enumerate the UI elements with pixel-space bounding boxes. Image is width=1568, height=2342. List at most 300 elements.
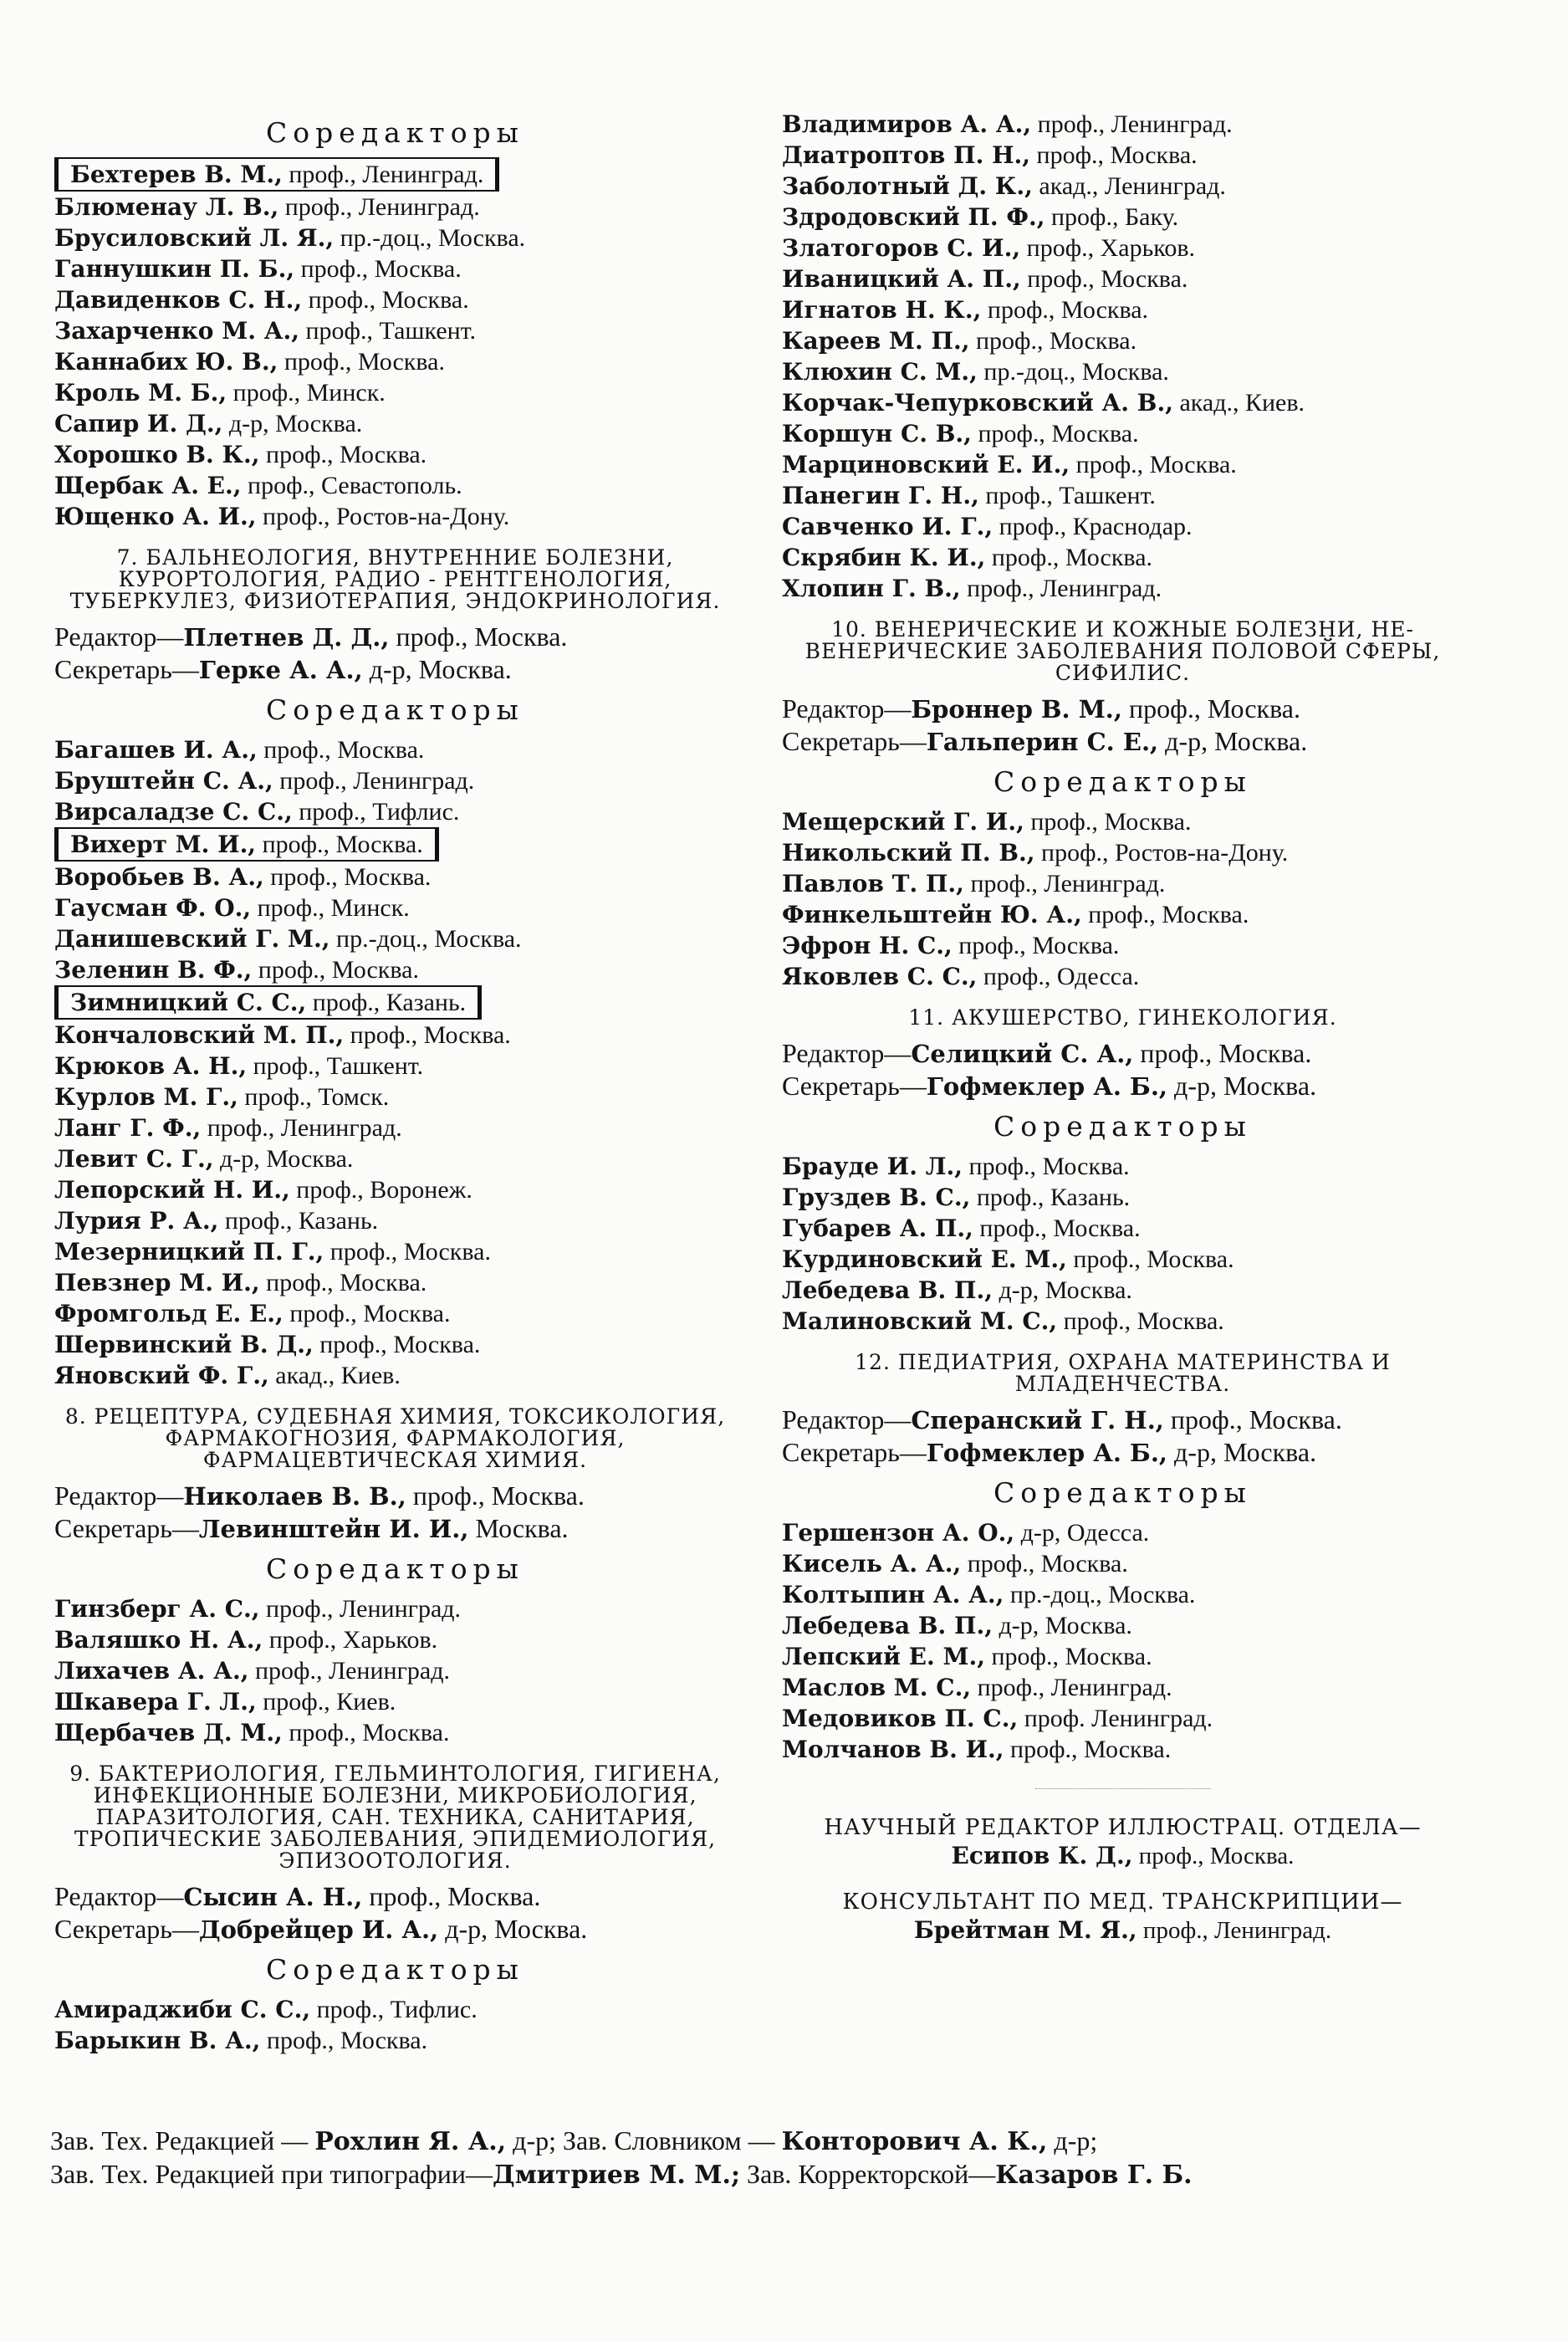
person-info: проф., Москва.: [1024, 808, 1192, 836]
person-name: Яковлев С. С.,: [782, 963, 978, 990]
person: [782, 1581, 1195, 1608]
staff-note: [782, 1887, 1463, 1945]
person-info: проф., Москва.: [961, 1550, 1128, 1578]
person-name: Сапир И. Д.,: [54, 410, 223, 437]
person-name: Валяшко Н. А.,: [54, 1626, 263, 1654]
person-list: [54, 1593, 736, 1748]
person-name: Кисель А. А.,: [782, 1550, 962, 1578]
person-name: Лебедева В. П.,: [782, 1612, 993, 1639]
person: [54, 193, 480, 221]
person: [782, 234, 1195, 262]
person-list: [782, 1151, 1463, 1337]
person-name: Здродовский П. Ф.,: [782, 203, 1045, 231]
right-column: [782, 109, 1463, 1961]
footer-line-1: [50, 2125, 1522, 2158]
footer-name: Дмитриев М. М.;: [493, 2160, 741, 2190]
person-entry: [54, 1994, 736, 2025]
person: [782, 575, 1162, 602]
coeditors-heading: Соредакторы: [266, 693, 524, 726]
person-name: Данишевский Г. М.,: [54, 925, 330, 953]
person: [54, 317, 476, 345]
footer-text: Зав. Корректорской—: [740, 2159, 996, 2189]
person-info: проф., Москва.: [971, 420, 1139, 447]
section-title: 11. АКУШЕРСТВО, ГИНЕКОЛОГИЯ.: [908, 1005, 1337, 1030]
person: [782, 296, 1148, 324]
person-entry: [54, 954, 736, 985]
person-info: проф., Харьков.: [263, 1626, 438, 1654]
person-entry: [782, 511, 1463, 542]
person-info: проф., Москва.: [984, 1643, 1152, 1670]
person-name: Бруштейн С. А.,: [54, 767, 273, 795]
person: [782, 1276, 1132, 1304]
section-title: 7. БАЛЬНЕОЛОГИЯ, ВНУТРЕННИЕ БОЛЕЗНИ, КУРОРТОЛОГИЯ, РАДИО - РЕНТГЕНОЛОГИЯ, ТУБЕРКУЛЕЗ, ФИЗИОТЕРАПИЯ, ЭНДОКРИНОЛОГИЯ.: [69, 545, 721, 613]
person: [782, 1736, 1171, 1763]
person-info: проф., Москва.: [985, 544, 1153, 571]
person-name: Сысин А. Н.,: [183, 1883, 363, 1911]
person-name: Малиновский М. С.,: [782, 1307, 1058, 1335]
editor-line: [54, 621, 736, 653]
person-info: пр.-доц., Москва.: [1004, 1581, 1196, 1608]
person-info: проф., Москва.: [1163, 1404, 1342, 1434]
person-name: Яновский Ф. Г.,: [54, 1362, 269, 1389]
person-name: Левинштейн И. И.,: [198, 1515, 469, 1543]
person-info: д-р, Одесса.: [1014, 1519, 1150, 1547]
editor-line: [782, 1037, 1463, 1070]
person-entry: [54, 284, 736, 315]
person: [782, 901, 1249, 928]
person-entry: [54, 765, 736, 796]
person-info: проф., Минск.: [251, 894, 410, 922]
person-entry: [782, 837, 1463, 868]
person-info: проф., Минск.: [227, 379, 386, 407]
person-info: проф., Тифлис.: [310, 1996, 478, 2023]
person-name: Лебедева В. П.,: [782, 1276, 993, 1304]
person-name: Корчак-Чепурковский А. В.,: [782, 389, 1173, 417]
person-name: Зеленин В. Ф.,: [54, 956, 253, 984]
footer: [50, 2125, 1522, 2191]
person-entry: [782, 806, 1463, 837]
person-info: проф., Москва.: [1122, 693, 1300, 724]
person-info: проф., Москва.: [278, 348, 445, 376]
person-info: проф., Ташкент.: [299, 317, 477, 345]
person-info: д-р, Москва.: [1158, 726, 1308, 756]
person: [54, 472, 462, 499]
person-entry: [54, 1143, 736, 1174]
person: [54, 1331, 480, 1358]
person: [54, 1996, 478, 2023]
person-info: проф., Москва.: [263, 863, 432, 891]
person-info: проф., Москва.: [1030, 141, 1198, 169]
footer-text: Зав. Тех. Редакцией при типографии—: [50, 2159, 493, 2189]
person-name: Марциновский Е. И.,: [782, 451, 1070, 478]
person-info: акад., Киев.: [268, 1362, 401, 1389]
section-title: 9. БАКТЕРИОЛОГИЯ, ГЕЛЬМИНТОЛОГИЯ, ГИГИЕНА, ИНФЕКЦИОННЫЕ БОЛЕЗНИ, МИКРОБИОЛОГИЯ, ПАРАЗИТОЛОГИЯ, САН. ТЕХНИКА, САНИТАРИЯ, ТРОПИЧЕСКИЕ ЗАБОЛЕВАНИЯ, ЭПИДЕМИОЛОГИЯ, ЭПИЗООТОЛОГИЯ.: [69, 1762, 721, 1873]
person-name: Каннабих Ю. В.,: [54, 348, 278, 376]
person: [54, 1238, 491, 1266]
footer-line-2: [50, 2158, 1522, 2191]
person-info: проф., Ташкент.: [247, 1052, 424, 1080]
person-name: Гершензон А. О.,: [782, 1519, 1015, 1547]
person-entry: [54, 470, 736, 501]
person-entry: [782, 294, 1463, 325]
person-name: Колтыпин А. А.,: [782, 1581, 1004, 1608]
person-entry: [54, 1267, 736, 1298]
person: [782, 358, 1169, 386]
person-entry: [782, 1703, 1463, 1734]
person-name: Медовиков П. С.,: [782, 1705, 1019, 1732]
role-label: Редактор—: [54, 1881, 184, 1911]
person: [782, 1550, 1128, 1578]
person-name: Воробьев В. А.,: [54, 863, 264, 891]
person-info: проф., Тифлис.: [292, 798, 460, 826]
person: [54, 767, 474, 795]
person-name: Лепский Е. М.,: [782, 1643, 985, 1670]
person-name: Левит С. Г.,: [54, 1145, 214, 1173]
coeditors-heading: Соредакторы: [266, 116, 524, 149]
person-entry: [782, 1672, 1463, 1703]
person: [54, 1052, 423, 1080]
person-name: Павлов Т. П.,: [782, 870, 964, 897]
person: [782, 327, 1136, 355]
secretary-line: [54, 1913, 736, 1946]
person-name: Зимницкий С. С.,: [70, 989, 307, 1016]
person-entry: [54, 315, 736, 346]
person: [782, 839, 1288, 867]
person-entry: [54, 734, 736, 765]
person-name: Груздев В. С.,: [782, 1184, 971, 1211]
person-entry: [782, 1306, 1463, 1337]
person: [54, 1595, 461, 1623]
person-info: проф., Ленинград.: [1031, 110, 1233, 138]
person: [782, 1245, 1234, 1273]
footer-text: д-р; Зав. Словником —: [506, 2125, 782, 2155]
person-name: Добрейцер И. А.,: [198, 1915, 439, 1944]
person-name: Брусиловский Л. Я.,: [54, 224, 335, 252]
person-info: д-р, Москва.: [1167, 1437, 1317, 1467]
person-info: пр.-доц., Москва.: [977, 358, 1169, 386]
person-name: Блюменау Л. В.,: [54, 193, 279, 221]
person-entry: [54, 1655, 736, 1686]
person-name: Мезерницкий П. Г.,: [54, 1238, 324, 1266]
person-entry: [54, 1717, 736, 1748]
editor-line: [54, 1880, 736, 1913]
person-entry: [54, 222, 736, 253]
person-name: Николаев В. В.,: [183, 1482, 406, 1511]
person-entry: [54, 1329, 736, 1360]
person-name: Никольский П. В.,: [782, 839, 1035, 867]
person-entry: [782, 1275, 1463, 1306]
person: [54, 1207, 378, 1235]
person: [782, 1705, 1213, 1732]
person-entry: [782, 1151, 1463, 1182]
person-info: проф., Москва.: [981, 296, 1149, 324]
person-entry: [54, 192, 736, 222]
person-info: проф., Москва.: [282, 1719, 450, 1746]
person-name: Кончаловский М. П.,: [54, 1021, 345, 1049]
person-info: проф., Казань.: [218, 1207, 379, 1235]
person-entry: [54, 1082, 736, 1112]
person-info: проф., Баку.: [1044, 203, 1179, 231]
person: [54, 348, 445, 376]
person: [54, 224, 525, 252]
person-name: Ющенко А. И.,: [54, 503, 257, 530]
person-info: пр.-доц., Москва.: [334, 224, 526, 252]
person-info: д-р, Москва.: [213, 1145, 354, 1173]
person-entry: [782, 1182, 1463, 1213]
person-info: проф., Ленинград.: [971, 1674, 1172, 1701]
person: [54, 255, 462, 283]
person: [782, 870, 1165, 897]
person-name: Вирсаладзе С. С.,: [54, 798, 293, 826]
editor-line: [54, 1480, 736, 1512]
person-name: Брауде И. Л.,: [782, 1153, 963, 1180]
person-info: проф., Москва.: [294, 255, 462, 283]
person-entry: [54, 796, 736, 827]
person-name: Фромгольд Е. Е.,: [54, 1300, 283, 1327]
person-name: Иваницкий А. П.,: [782, 265, 1021, 293]
coeditors-heading: Соредакторы: [993, 765, 1252, 798]
footer-name: Конторович А. К.,: [781, 2127, 1048, 2156]
person-name: Щербак А. Е.,: [54, 472, 242, 499]
person-entry: [54, 923, 736, 954]
person-info: проф., Москва.: [252, 956, 419, 984]
person-info: проф., Ленинград.: [960, 575, 1162, 602]
person-entry: [54, 1236, 736, 1267]
person: [54, 1657, 450, 1685]
person: [782, 1612, 1132, 1639]
person: [782, 1214, 1141, 1242]
person: [54, 1145, 353, 1173]
person-entry: [54, 1624, 736, 1655]
person-entry: [782, 868, 1463, 899]
person: [54, 441, 426, 468]
secretary-line: [782, 725, 1463, 758]
person-info: проф., Харьков.: [1020, 234, 1196, 262]
person-info: проф., Казань.: [970, 1184, 1131, 1211]
person-info: проф., Москва.: [1070, 451, 1237, 478]
section-title: 8. РЕЦЕПТУРА, СУДЕБНАЯ ХИМИЯ, ТОКСИКОЛОГИЯ, ФАРМАКОГНОЗИЯ, ФАРМАКОЛОГИЯ, ФАРМАЦЕВТИЧЕСКАЯ ХИМИЯ.: [64, 1404, 726, 1472]
role-label: Редактор—: [54, 1480, 184, 1511]
person: [54, 1114, 402, 1142]
person-list: [54, 157, 736, 532]
person: [782, 1674, 1172, 1701]
person-info: проф., Киев.: [256, 1688, 396, 1716]
role-label: Редактор—: [782, 1038, 912, 1068]
person-info: проф., Москва.: [389, 621, 568, 652]
role-label: Секретарь—: [54, 1914, 199, 1944]
person-info: проф., Казань.: [306, 989, 467, 1016]
person: [782, 1153, 1130, 1180]
role-label: Редактор—: [782, 1404, 912, 1434]
person-info: д-р, Москва.: [1167, 1071, 1317, 1101]
person-entry: [54, 1360, 736, 1391]
person-name: Владимиров А. А.,: [782, 110, 1032, 138]
person: [54, 798, 459, 826]
person-name: Захарченко М. А.,: [54, 317, 299, 345]
person-entry: [782, 171, 1463, 202]
person-name: Лурия Р. А.,: [54, 1207, 219, 1235]
coeditors-heading: Соредакторы: [266, 1552, 524, 1585]
coeditors-heading: Соредакторы: [993, 1110, 1252, 1143]
person-info: проф., Москва.: [1004, 1736, 1172, 1763]
footer-text: д-р;: [1047, 2125, 1098, 2155]
person-entry: [782, 233, 1463, 263]
person-entry: [54, 862, 736, 892]
person-info: проф., Москва.: [259, 441, 427, 468]
person-info: проф., Москва.: [324, 1238, 491, 1266]
person-name: Плетнев Д. Д.,: [183, 623, 390, 652]
person: [54, 2027, 427, 2054]
person-info: проф., Севастополь.: [241, 472, 462, 499]
footer-text: Зав. Тех. Редакцией —: [50, 2125, 315, 2155]
role-label: Секретарь—: [54, 1513, 199, 1543]
person-name: Молчанов В. И.,: [782, 1736, 1004, 1763]
person-info: проф., Москва.: [259, 1269, 427, 1296]
person-entry: [782, 1213, 1463, 1244]
footer-name: Казаров Г. Б.: [995, 2160, 1193, 2190]
person-name: Губарев А. П.,: [782, 1214, 973, 1242]
note-label: КОНСУЛЬТАНТ ПО МЕД. ТРАНСКРИПЦИИ—: [842, 1889, 1403, 1915]
person-entry: [54, 892, 736, 923]
footer-name: Рохлин Я. А.,: [314, 2127, 507, 2156]
person-info: проф. Ленинград.: [1018, 1705, 1213, 1732]
left-column: [54, 109, 736, 2056]
person-info: проф., Москва.: [1057, 1307, 1224, 1335]
secretary-line: [782, 1436, 1463, 1469]
person-name: Златогоров С. И.,: [782, 234, 1021, 262]
person-info: д-р, Москва.: [993, 1612, 1132, 1639]
person-info: проф., Ростов-на-Дону.: [256, 503, 510, 530]
person-entry: [782, 542, 1463, 573]
person: [54, 1269, 426, 1296]
person-name: Савченко И. Г.,: [782, 513, 993, 540]
person-info: проф., Ленинград.: [278, 193, 480, 221]
person-name: Курлов М. Г.,: [54, 1083, 238, 1111]
person: [54, 1176, 472, 1204]
person-entry: [782, 325, 1463, 356]
person: [54, 1688, 396, 1716]
secretary-line: [54, 653, 736, 686]
person-entry: [782, 356, 1463, 387]
person-info: проф., Ростов-на-Дону.: [1034, 839, 1289, 867]
person-info: акад., Киев.: [1172, 389, 1305, 417]
person-name: Панегин Г. Н.,: [782, 482, 979, 509]
person-name: Амираджиби С. С.,: [54, 1996, 311, 2023]
person-info: д-р, Москва.: [222, 410, 363, 437]
person-name: Скрябин К. И.,: [782, 544, 986, 571]
person-entry: [782, 109, 1463, 140]
person-info: проф., Ленинград.: [1136, 1917, 1332, 1944]
person-info: пр.-доц., Москва.: [329, 925, 522, 953]
person-entry: [782, 1641, 1463, 1672]
person: [782, 1643, 1152, 1670]
person-info: проф., Ленинград.: [248, 1657, 450, 1685]
person-entry: [54, 1174, 736, 1205]
person-info: проф., Москва.: [973, 1214, 1141, 1242]
person-info: проф., Краснодар.: [993, 513, 1193, 540]
person-info: проф., Москва.: [952, 932, 1120, 959]
person-name: Кареев М. П.,: [782, 327, 970, 355]
person-info: проф., Москва.: [1020, 265, 1188, 293]
person-name: Гинзберг А. С.,: [54, 1595, 260, 1623]
role-label: Секретарь—: [782, 1437, 927, 1467]
person-entry: [54, 1298, 736, 1329]
person-info: проф., Москва.: [969, 327, 1137, 355]
person: [54, 286, 469, 314]
person-boxed: [54, 827, 439, 862]
person: [54, 410, 362, 437]
person-info: проф., Москва.: [1066, 1245, 1234, 1273]
person: [782, 451, 1237, 478]
person: [782, 963, 1139, 990]
person-name: Барыкин В. А.,: [54, 2027, 261, 2054]
person: [782, 265, 1187, 293]
role-label: Редактор—: [782, 693, 912, 724]
person: [54, 1300, 450, 1327]
person-entry: [54, 1051, 736, 1082]
person: [54, 1626, 437, 1654]
person-name: Кроль М. Б.,: [54, 379, 227, 407]
person-entry: [54, 439, 736, 470]
person: [54, 1362, 401, 1389]
person-name: Селицкий С. А.,: [911, 1040, 1134, 1068]
person-info: проф., Москва.: [1081, 901, 1249, 928]
editor-line: [782, 693, 1463, 725]
person-name: Лепорский Н. И.,: [54, 1176, 290, 1204]
person-name: Крюков А. Н.,: [54, 1052, 248, 1080]
person: [782, 172, 1226, 200]
divider: [1035, 1788, 1211, 1789]
person-list: [54, 1994, 736, 2056]
person-entry: [54, 1112, 736, 1143]
person-name: Клюхин С. М.,: [782, 358, 978, 386]
section-title: 12. ПЕДИАТРИЯ, ОХРАНА МАТЕРИНСТВА И МЛАДЕНЧЕСТВА.: [855, 1350, 1391, 1396]
person-name: Гаусман Ф. О.,: [54, 894, 252, 922]
coeditors-heading: Соредакторы: [266, 1953, 524, 1986]
person-list: [782, 109, 1463, 604]
person-entry: [54, 408, 736, 439]
person-name: Броннер В. М.,: [911, 695, 1123, 724]
role-label: Секретарь—: [782, 1071, 927, 1101]
person-name: Коршун С. В.,: [782, 420, 972, 447]
secretary-line: [54, 1512, 736, 1545]
person-entry: [782, 1244, 1463, 1275]
person-name: Бехтерев В. М.,: [70, 161, 283, 188]
person-name: Багашев И. А.,: [54, 736, 258, 764]
person-name: Шервинский В. Д.,: [54, 1331, 314, 1358]
person-entry: [782, 961, 1463, 992]
person-name: Мещерский Г. И.,: [782, 808, 1024, 836]
person: [782, 1184, 1130, 1211]
person-name: Заболотный Д. К.,: [782, 172, 1033, 200]
person-name: Диатроптов П. Н.,: [782, 141, 1031, 169]
person: [54, 379, 386, 407]
person-entry: [782, 1517, 1463, 1548]
person-info: проф., Ташкент.: [978, 482, 1156, 509]
person-info: проф., Москва.: [1132, 1843, 1295, 1869]
person-name: Герке А. А.,: [198, 656, 363, 684]
person-list: [782, 1517, 1463, 1765]
person: [782, 420, 1139, 447]
person-entry: [782, 449, 1463, 480]
person: [54, 894, 410, 922]
person-entry: [54, 501, 736, 532]
person-entry: [54, 985, 736, 1020]
person-name: Ланг Г. Ф.,: [54, 1114, 202, 1142]
person-info: д-р, Москва.: [993, 1276, 1132, 1304]
person-name: Хорошко В. К.,: [54, 441, 260, 468]
person-name: Сперанский Г. Н.,: [911, 1406, 1164, 1434]
